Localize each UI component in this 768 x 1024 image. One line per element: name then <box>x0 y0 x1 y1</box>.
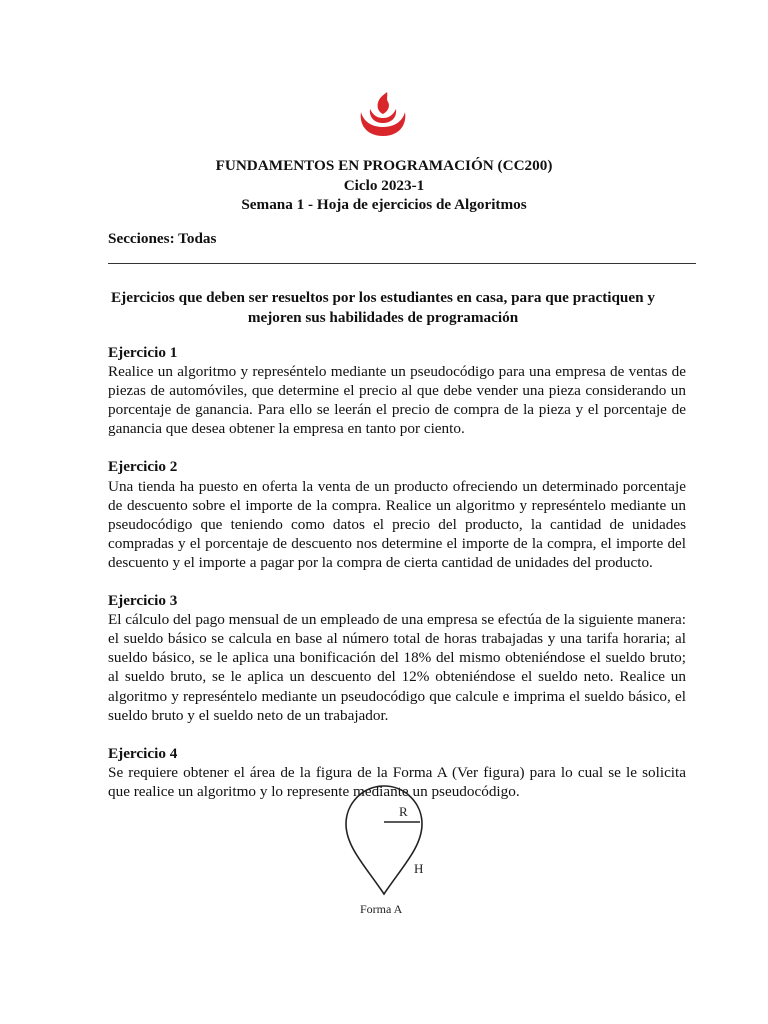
exercise-2 <box>108 457 686 572</box>
sections-label: Secciones: Todas <box>108 230 217 247</box>
exercise-text: Una tienda ha puesto en oferta la venta de un producto ofreciendo un determinado porcentaje de descuento sobre el importe de la compra. Realice un algoritmo y represéntelo mediante un pseudocódigo que teniendo como datos el precio del producto, la cantidad de unidades compradas y el porcentaje de descuento nos determine el importe de la compra, el importe del descuento y el importe a pagar por la compra de cierta cantidad de unidades del producto. <box>108 477 686 571</box>
figure-caption: Forma A <box>360 902 403 916</box>
week-title: Semana 1 - Hoja de ejercicios de Algoritmos <box>241 196 527 213</box>
exercise-title: Ejercicio 1 <box>108 344 178 361</box>
course-title: FUNDAMENTOS EN PROGRAMACIÓN (CC200) <box>215 157 553 174</box>
exercise-1 <box>108 343 686 438</box>
divider-line <box>108 263 696 264</box>
exercise-text: Se requiere obtener el área de la figura de la Forma A (Ver figura) para lo cual se le solicita que realice un algoritmo y lo represente mediante un pseudocódigo. <box>108 763 686 800</box>
exercise-list <box>108 343 686 820</box>
upc-logo-icon <box>357 92 409 138</box>
exercise-3 <box>108 591 686 725</box>
exercise-text: El cálculo del pago mensual de un empleado de una empresa se efectúa de la siguiente manera: el sueldo básico se calcula en base al número total de horas trabajadas y una tarifa horaria; al sueldo básico, se le aplica una bonificación del 18% del mismo obteniéndose el sueldo bruto; al sueldo bruto, se le aplica un descuento del 12% obteniéndose el sueldo neto. Realice un algoritmo y represéntelo mediante un pseudocódigo que calcule e imprima el sueldo básico, el sueldo bruto y el sueldo neto de un trabajador. <box>108 611 686 724</box>
exercise-title: Ejercicio 3 <box>108 592 178 610</box>
cycle-label: Ciclo 2023-1 <box>343 176 425 194</box>
intro-text: Ejercicios que deben ser resueltos por los estudiantes en casa, para que practiquen y mejoren sus habilidades de programación <box>111 289 655 326</box>
teardrop-outline <box>346 786 422 894</box>
shape-a-figure <box>336 782 456 922</box>
height-label: H <box>414 861 424 876</box>
document-header <box>0 156 768 215</box>
exercise-title: Ejercicio 4 <box>108 744 178 762</box>
exercise-text: Realice un algoritmo y represéntelo mediante un pseudocódigo para una empresa de ventas de piezas de automóviles, que determine el precio al que debe vender una pieza considerando un porcentaje de ganancia. Para ello se leerán el precio de compra de la pieza y el porcentaje de ganancia que desea obtener la empresa en tanto por ciento. <box>108 363 686 438</box>
radius-label: R <box>399 804 408 819</box>
exercise-title: Ejercicio 2 <box>108 458 178 476</box>
